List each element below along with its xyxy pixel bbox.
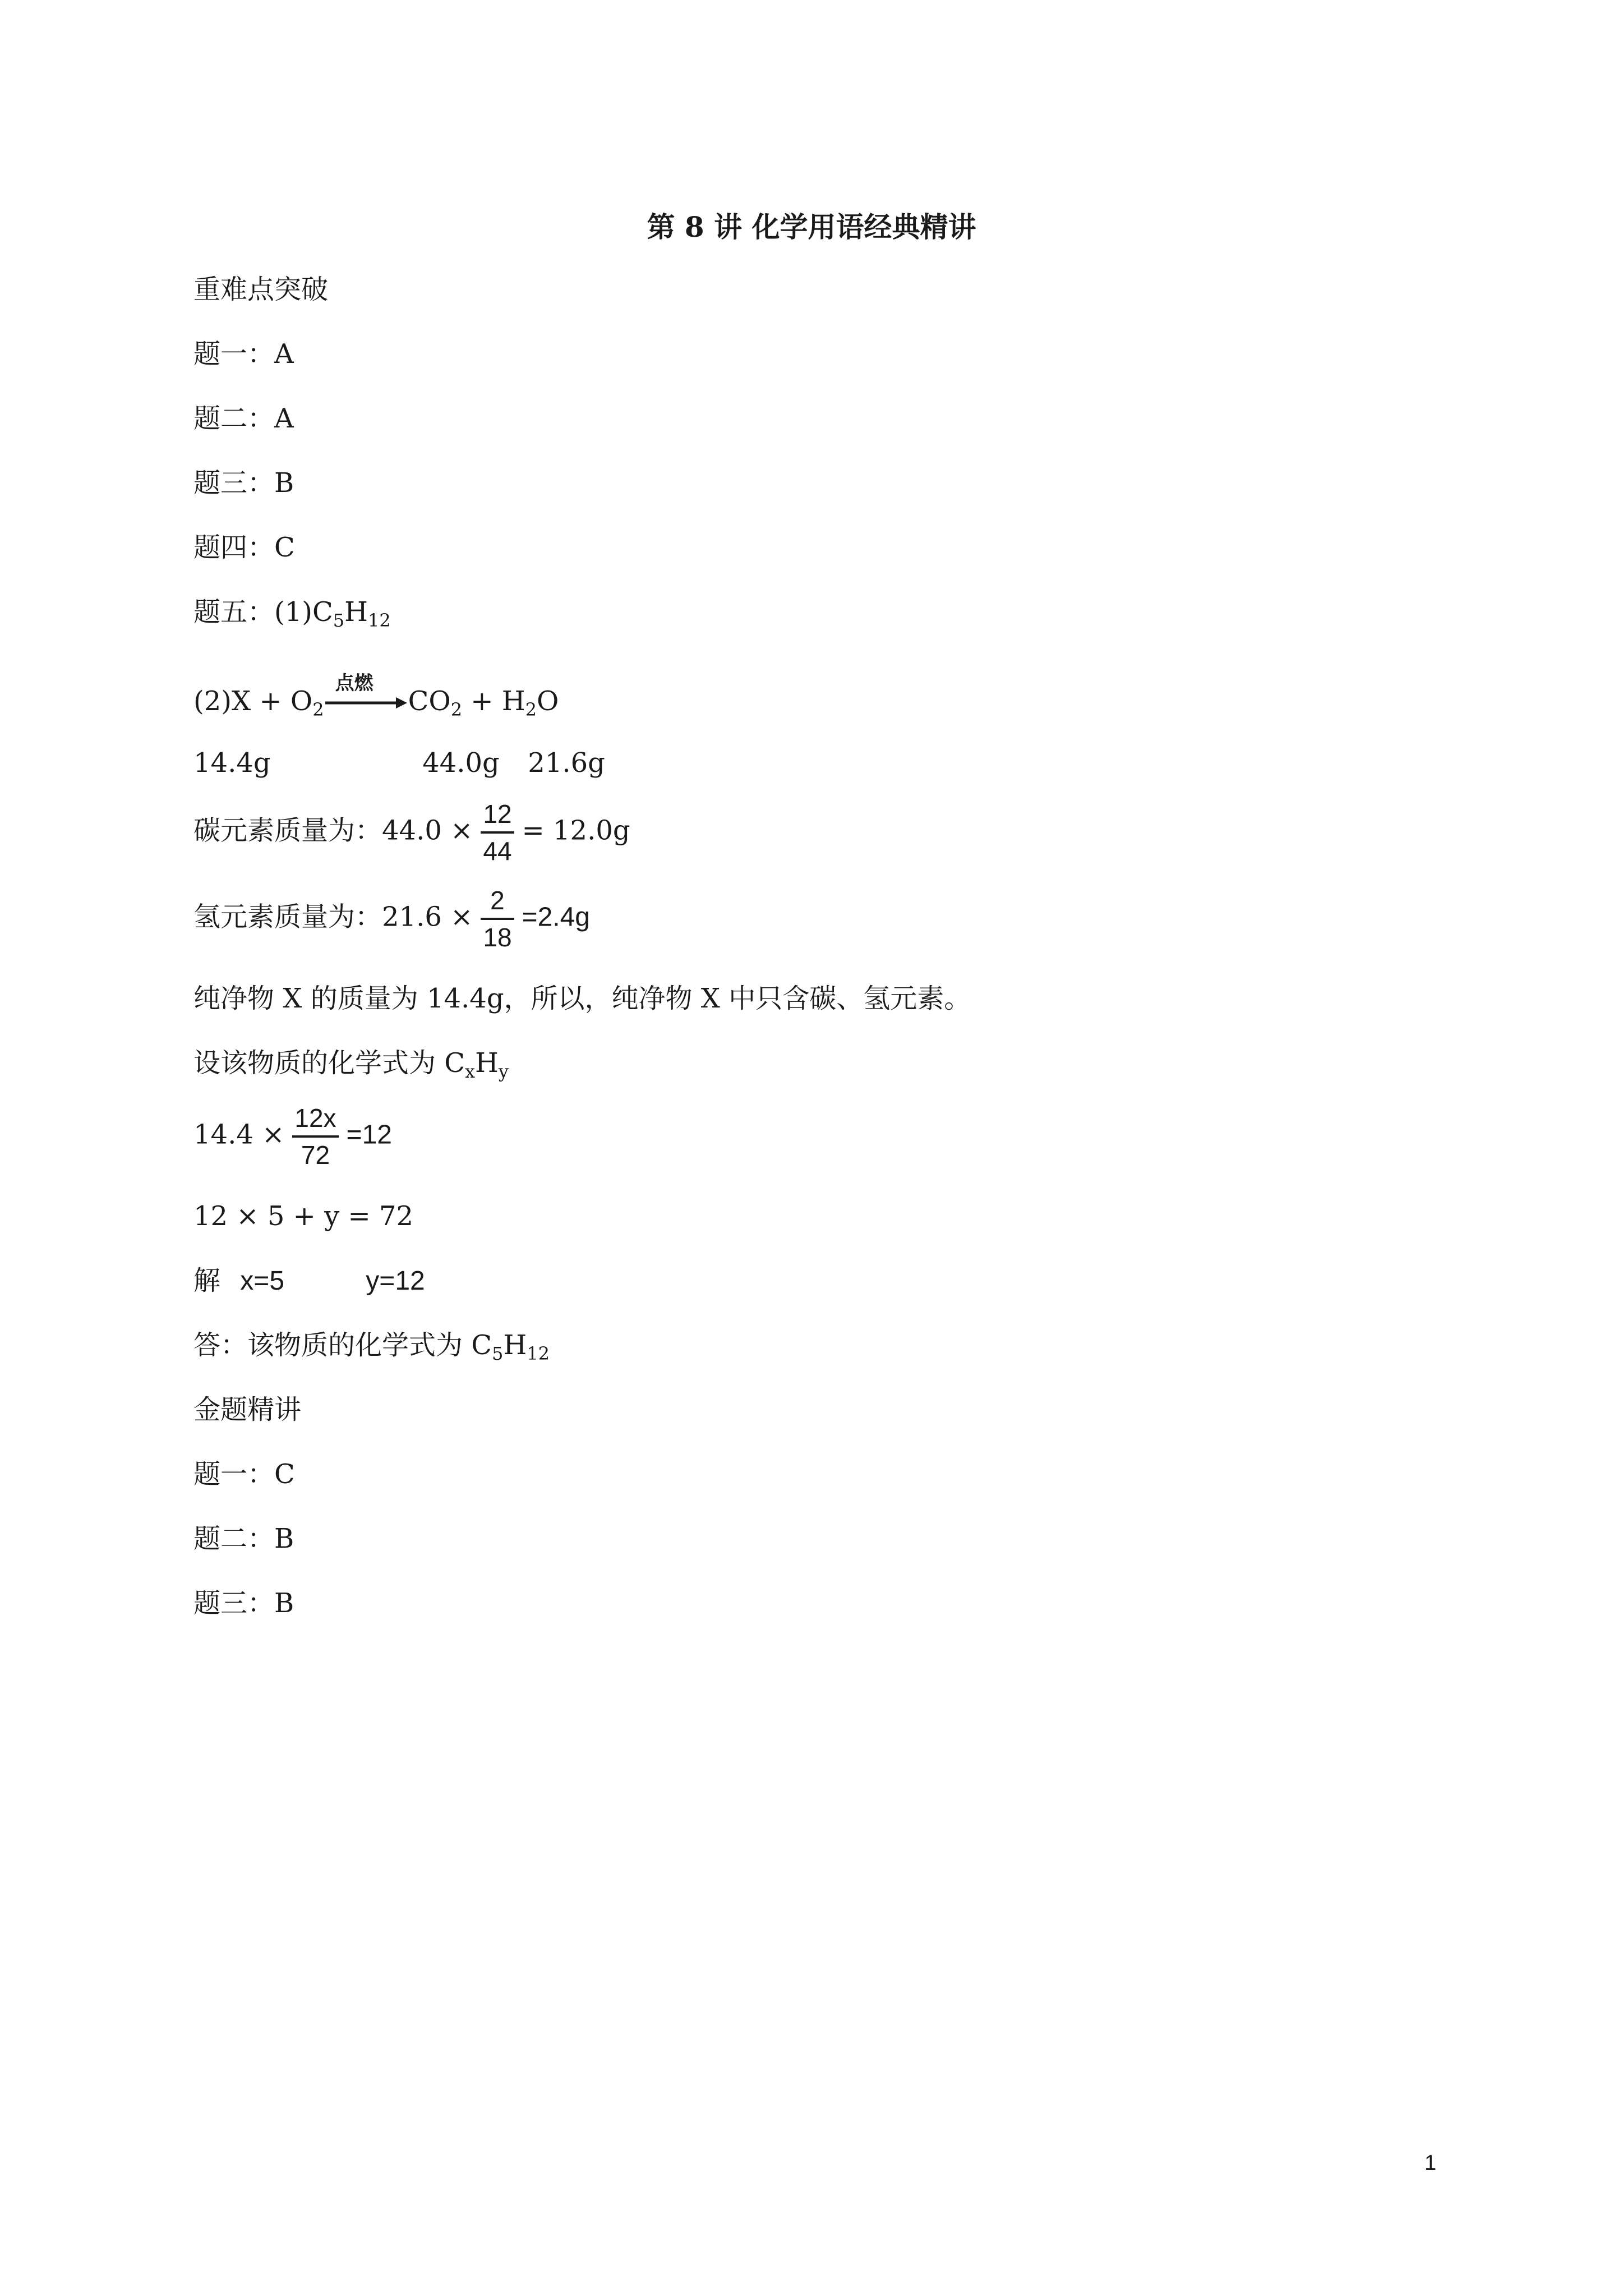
gold-answer-q3: 题三：B <box>193 1588 294 1619</box>
hydrogen-mass-line <box>193 883 590 955</box>
solve-line <box>193 1264 425 1298</box>
answer-subscript-c: 5 <box>492 1343 504 1364</box>
q5-subscript-h: 12 <box>367 610 391 631</box>
q5-h: H <box>344 596 368 628</box>
hydrogen-text: 氢元素质量为：21.6 × <box>193 901 473 933</box>
mass-row <box>193 746 605 780</box>
calc1-denominator: 72 <box>292 1135 338 1172</box>
mass-co2: 44.0g <box>422 747 500 779</box>
o2-subscript: 2 <box>312 699 324 720</box>
gold-answer-q1: 题一：C <box>193 1458 295 1490</box>
carbon-result: = 12.0g <box>522 815 630 846</box>
answer-q1: 题一：A <box>193 338 294 370</box>
carbon-denominator: 44 <box>481 831 514 868</box>
calc-line-2: 12 × 5 + y = 72 <box>193 1200 414 1232</box>
answer-q3: 题三：B <box>193 467 294 499</box>
gold-answer-q2: 题二：B <box>193 1523 294 1554</box>
hydrogen-fraction <box>481 883 514 955</box>
mass-h2o: 21.6g <box>528 747 605 779</box>
hydrogen-result: =2.4g <box>522 902 590 932</box>
equation-reactants: (2)X + O <box>193 685 313 717</box>
calc1-text: 14.4 × <box>193 1119 285 1151</box>
calc1-numerator: 12x <box>294 1103 336 1133</box>
plus-h-text: + H <box>462 685 525 717</box>
assume-h: H <box>475 1047 499 1079</box>
o-text: O <box>537 685 559 717</box>
section-heading-gold-problems: 金题精讲 <box>193 1394 302 1425</box>
solve-label: 解 <box>193 1265 221 1296</box>
answer-q2: 题二：A <box>193 403 294 434</box>
mass-x: 14.4g <box>193 747 271 779</box>
answer-text: 答：该物质的化学式为 C <box>193 1329 492 1361</box>
reaction-arrow <box>324 671 408 720</box>
carbon-mass-line <box>193 797 630 868</box>
co2-subscript: 2 <box>450 699 463 720</box>
solve-x: x=5 <box>240 1266 285 1296</box>
carbon-text: 碳元素质量为：44.0 × <box>193 815 473 846</box>
page-title: 第 8 讲 化学用语经典精讲 <box>647 210 976 243</box>
assume-subscript-y: y <box>498 1061 509 1082</box>
hydrogen-numerator: 2 <box>490 886 505 915</box>
chemical-equation <box>193 671 559 726</box>
solve-y: y=12 <box>366 1266 425 1296</box>
assume-text: 设该物质的化学式为 C <box>193 1047 465 1079</box>
arrow-icon <box>324 694 408 711</box>
assume-subscript-x: x <box>465 1061 476 1082</box>
h2o-subscript: 2 <box>525 699 537 720</box>
calc1-result: =12 <box>346 1120 392 1150</box>
answer-q4: 题四：C <box>193 532 295 563</box>
co2-text: CO <box>408 685 451 717</box>
calc-line-1 <box>193 1101 392 1172</box>
calc1-fraction <box>292 1101 338 1172</box>
section-heading-key-points: 重难点突破 <box>193 274 329 305</box>
final-answer-line <box>193 1328 550 1370</box>
page-number: 1 <box>1424 2151 1437 2175</box>
hydrogen-denominator: 18 <box>481 918 514 955</box>
q5-text: 题五：(1)C <box>193 596 333 628</box>
carbon-numerator: 12 <box>483 799 512 829</box>
q5-subscript-c: 5 <box>333 610 345 631</box>
carbon-fraction <box>481 797 514 868</box>
answer-h: H <box>503 1329 527 1361</box>
assume-line <box>193 1046 509 1088</box>
arrow-condition-label: 点燃 <box>335 671 374 694</box>
answer-subscript-h: 12 <box>527 1343 550 1364</box>
answer-q5-part1 <box>193 595 391 637</box>
conclusion-line: 纯净物 X 的质量为 14.4g，所以，纯净物 X 中只含碳、氢元素。 <box>193 983 971 1014</box>
